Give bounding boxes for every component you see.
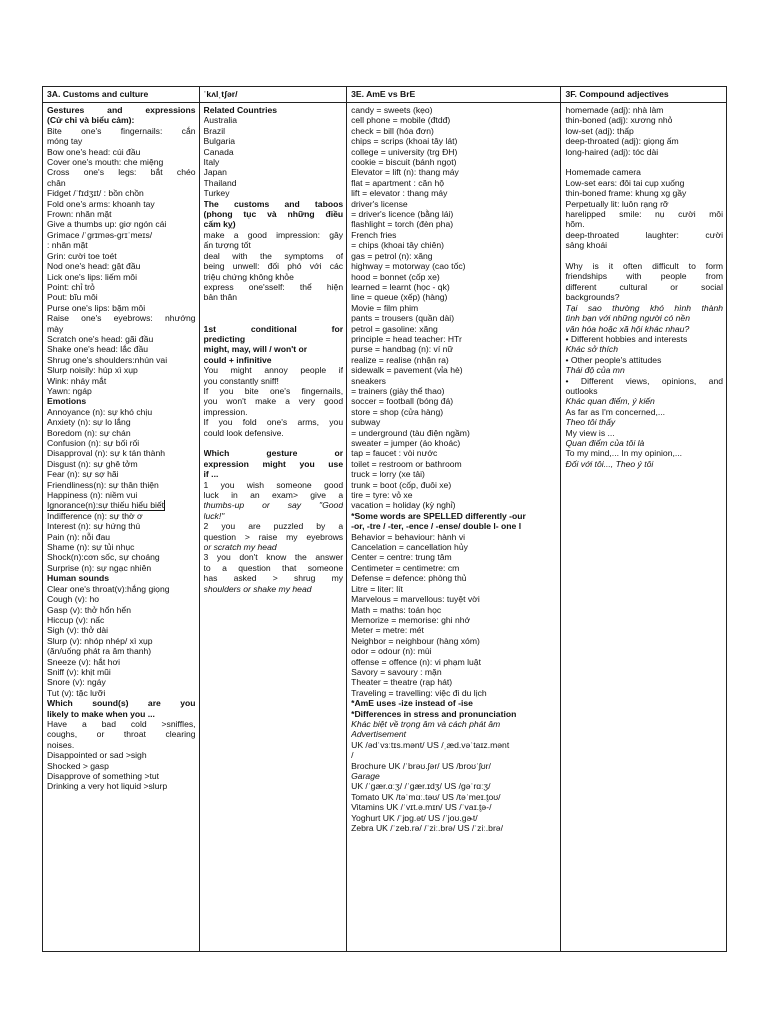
text-line: expression might you use (203, 458, 344, 469)
text-line: toilet = restroom or bathroom (351, 458, 462, 469)
text-line: has asked > shrug my (203, 573, 344, 584)
text-line: *AmE uses -ize instead of -ise (351, 698, 473, 709)
text-line: Shrug one's shoulders:nhún vai (47, 354, 168, 365)
text-line: Shake one's head: lắc đầu (47, 344, 149, 355)
text-line (204, 313, 344, 323)
text-line: Shocked > gasp (47, 760, 109, 771)
text-line: Vitamins UK /ˈvɪt.ə.mɪn/ US /ˈvaɪ.t̬ə-/ (351, 802, 492, 813)
text-line: deal with the symptoms of (203, 250, 344, 261)
text-line: Purse one's lips: bặm môi (47, 302, 146, 313)
text-line: mày (47, 323, 64, 334)
text-line: Behavior = behaviour: hành vi (351, 531, 466, 542)
text-line: Marvelous = marvellous: tuyệt vời (351, 594, 480, 605)
text-line: Australia (203, 115, 237, 126)
text-line: Yawn: ngáp (47, 385, 92, 396)
text-line: lift = elevator : thang máy (351, 188, 448, 199)
text-line: Zebra UK /ˈzeb.rə/ /ˈziː.brə/ US /ˈziː.brə/ (351, 823, 503, 834)
text-line: Yoghurt UK /ˈjɒɡ.ət/ US /ˈjoʊ.ɡɚt/ (351, 812, 478, 823)
text-line: realize = realise (nhận ra) (351, 354, 449, 365)
text-line: outlooks (565, 385, 598, 396)
text-line: candy = sweets (kẹo) (351, 105, 433, 115)
text-line: Theo tôi thấy (565, 417, 616, 428)
text-line: thin-boned frame: khung xg gầy (565, 188, 687, 199)
text-line (204, 438, 344, 448)
text-line: Wink: nháy mắt (47, 375, 107, 386)
text-line: flat = apartment : căn hộ (351, 177, 445, 188)
text-line: triệu chứng không khỏe (203, 271, 294, 282)
text-line: check = bill (hóa đơn) (351, 125, 434, 136)
text-line: Gasp (v): thở hổn hển (47, 604, 131, 615)
text-line: Tomato UK /təˈmɑː.təʊ/ US /təˈmeɪ.t̬oʊ/ (351, 791, 501, 802)
text-line: Cross one's legs: bắt chéo (47, 167, 196, 178)
column-culture-phonetic (200, 87, 348, 951)
text-line: offense = offence (n): vi phạm luật (351, 656, 481, 667)
text-line: Friendliness(n): sự thân thiện (47, 479, 159, 490)
text-line: Sniff (v): khịt mũi (47, 666, 111, 677)
text-line: Gestures and expressions (47, 105, 196, 115)
text-line: cookie = biscuit (bánh ngọt) (351, 157, 457, 168)
text-line: • Different hobbies and interests (565, 333, 688, 344)
text-line: Anxiety (n): sự lo lắng (47, 417, 131, 428)
text-line: Human sounds (47, 573, 110, 584)
text-line: harelipped smile: nụ cười môi (565, 209, 723, 220)
text-line: driver's license (351, 198, 408, 209)
text-line (565, 251, 723, 261)
text-line: Brochure UK /ˈbrəʊ.ʃər/ US /broʊˈʃʊr/ (351, 760, 491, 771)
text-line: backgrounds? (565, 292, 620, 303)
text-line: different cultural or social (565, 281, 723, 292)
text-line: Confusion (n): sự bối rối (47, 438, 140, 448)
text-line: Quan điểm của tôi là (565, 437, 645, 448)
text-line: sidewalk = pavement (vỉa hè) (351, 365, 463, 376)
column-customs-culture (43, 87, 200, 951)
text-line: thin-boned (adj): xương nhỏ (565, 115, 673, 126)
text-line: Khác sở thích (565, 344, 618, 355)
text-line: Homemade camera (565, 167, 641, 178)
text-line: Slurp noisily: húp xì xụp (47, 365, 138, 376)
text-line: Tut (v): tặc lưỡi (47, 687, 106, 698)
text-line: make a good impression: gây (203, 229, 344, 240)
text-line: Which gesture or (203, 448, 344, 459)
text-line: luck!" (203, 510, 225, 521)
text-line: My view is ... (565, 427, 615, 438)
text-line: Grin: cười toe toét (47, 250, 117, 261)
text-line: Boredom (n): sự chán (47, 427, 131, 438)
text-line: Cover one's mouth: che miệng (47, 157, 164, 168)
text-line: flashlight = torch (đèn pha) (351, 219, 454, 230)
text-line: Khác biệt về trọng âm và cách phát âm (351, 718, 501, 729)
text-line (565, 157, 723, 167)
text-line: purse = handbag (n): ví nữ (351, 344, 454, 355)
text-line: express one'sself: thể hiện (203, 281, 344, 292)
text-line: Annoyance (n): sự khó chịu (47, 406, 153, 417)
text-line: Hiccup (v): nấc (47, 614, 105, 625)
text-line: Indifference (n): sự thờ ơ (47, 510, 143, 521)
text-line: bản thân (203, 292, 237, 303)
text-line: móng tay (47, 136, 83, 147)
text-line: = underground (tàu điện ngầm) (351, 427, 470, 438)
text-line: Theater = theatre (rạp hát) (351, 677, 453, 688)
text-line: Garage (351, 771, 380, 781)
text-line: thumbs-up or say "Good (203, 500, 344, 511)
text-line: might, may, will / won't or (203, 344, 308, 355)
text-line: subway (351, 417, 381, 428)
text-line: Perpetually lit: luôn rạng rỡ (565, 198, 669, 209)
text-line: Frown: nhăn mặt (47, 209, 112, 220)
text-line: Have a bad cold >sniffles, (47, 718, 196, 729)
text-line: Which sound(s) are you (47, 698, 196, 709)
text-line: trunk = boot (cốp, đuôi xe) (351, 479, 452, 490)
text-line: Disapprove of something >tut (47, 771, 160, 781)
text-line: Drinking a very hot liquid >slurp (47, 781, 168, 792)
text-line: likely to make when you ... (47, 708, 155, 719)
text-line: cấm kỵ) (203, 219, 236, 230)
text-line: • Other people's attitudes (565, 354, 662, 365)
text-line: college = university (trg ĐH) (351, 146, 458, 157)
text-line: • Different views, opinions, and (565, 375, 723, 386)
text-line: Advertisement (351, 729, 407, 740)
text-line: : nhăn mặt (47, 240, 88, 251)
text-line: Snore (v): ngáy (47, 677, 106, 688)
text-line: Elevator = lift (n): thang máy (351, 167, 459, 178)
text-line: (ăn/uống phát ra âm thanh) (47, 646, 152, 657)
text-line: could look defensive. (203, 427, 284, 438)
text-line: store = shop (cửa hàng) (351, 406, 444, 417)
text-line: if ... (203, 469, 219, 480)
text-line: question > raise my eyebrows (203, 531, 344, 542)
text-line: Memorize = memorise: ghi nhớ (351, 614, 471, 625)
text-line: UK /ədˈvɜːtɪs.mənt/ US /ˌæd.vəˈtaɪz.mənt (351, 739, 510, 750)
text-line: Bite one's fingernails: cắn (47, 125, 196, 136)
text-line: Lick one's lips: liếm môi (47, 271, 137, 282)
column-header: 3E. AmE vs BrE (347, 87, 560, 103)
text-line: hõm. (565, 219, 585, 230)
text-line: Pain (n): nỗi đau (47, 531, 111, 542)
text-line: impression. (203, 406, 248, 417)
text-line: Fear (n): sự sợ hãi (47, 469, 119, 480)
text-line: deep-throated laughter: cười (565, 229, 723, 240)
text-line: Shock(n):cơn sốc, sự choáng (47, 552, 160, 563)
text-line: sweater = jumper (áo khoác) (351, 438, 461, 448)
text-line: Bulgaria (203, 136, 236, 147)
text-line: Thái độ của mn (565, 365, 625, 376)
text-line: To my mind,... In my opinion,... (565, 448, 683, 459)
text-line: Cancelation = cancellation hủy (351, 542, 468, 553)
text-line: Turkey (203, 188, 230, 199)
text-line: Litre = liter: lít (351, 583, 403, 594)
text-line: Happiness (n): niềm vui (47, 490, 138, 501)
text-line: principle = head teacher: HTr (351, 333, 462, 344)
text-line: Give a thumbs up: giơ ngón cái (47, 219, 167, 230)
text-line: Raise one's eyebrows: nhướng (47, 313, 196, 324)
text-line: hood = bonnet (cốp xe) (351, 271, 440, 282)
text-line: 1 you wish someone good (203, 479, 344, 490)
text-line: gas = petrol (n): xăng (351, 250, 433, 261)
column-body (561, 103, 726, 469)
text-line: (phong tục và những điều (203, 209, 344, 220)
text-line: UK /ˈɡær.ɑːʒ/ /ˈɡær.ɪdʒ/ US /ɡəˈrɑːʒ/ (351, 781, 491, 792)
text-line: petrol = gasoline: xăng (351, 323, 438, 334)
text-line: you won't make a very good (203, 396, 344, 407)
text-line: -or, -tre / -ter, -ence / -ense/ double l- one l (351, 521, 522, 532)
text-line: chips = scrips (khoai tây lát) (351, 136, 458, 147)
text-line: homemade (adj): nhà làm (565, 105, 664, 115)
text-line: Savory = savoury : mặn (351, 666, 442, 677)
text-line: *Differences in stress and pronunciation (351, 708, 517, 719)
text-line: low-set (adj): thấp (565, 125, 634, 136)
text-line: being unwell: đối phó với các (203, 261, 344, 272)
boxed-entry (47, 500, 196, 510)
column-body (200, 103, 347, 594)
text-line: Clear one's throat(v):hắng giọng (47, 583, 170, 594)
text-line: tap = faucet : vòi nước (351, 448, 438, 459)
text-line: Center = centre: trung tâm (351, 552, 452, 563)
text-line: Neighbor = neighbour (hàng xóm) (351, 635, 480, 646)
text-line: Cough (v): ho (47, 594, 100, 605)
column-compound-adjectives (561, 87, 726, 951)
text-line: Math = maths: toán học (351, 604, 442, 615)
text-line: line = queue (xếp) (hàng) (351, 292, 448, 303)
text-line: deep-throated (adj): giọng ấm (565, 136, 679, 147)
text-line: Fold one's arms: khoanh tay (47, 198, 155, 209)
text-line: 2 you are puzzled by a (203, 521, 344, 532)
text-line: Centimeter = centimetre: cm (351, 562, 460, 573)
text-line: / (351, 750, 354, 761)
text-line: Traveling = travelling: việc đi du lịch (351, 687, 487, 698)
text-line: = driver's licence (bằng lái) (351, 209, 454, 220)
text-line: learned = learnt (học - qk) (351, 281, 450, 292)
text-line: Defense = defence: phòng thủ (351, 573, 467, 584)
text-line: Low-set ears: đôi tai cụp xuống (565, 177, 685, 188)
text-line (204, 303, 344, 313)
text-line: could + infinitive (203, 354, 272, 365)
column-ame-vs-bre (347, 87, 561, 951)
column-header: 3A. Customs and culture (43, 87, 199, 103)
text-line: Japan (203, 167, 227, 178)
text-line: Khác quan điểm, ý kiến (565, 396, 655, 407)
text-line: Thailand (203, 177, 237, 188)
text-line: Why is it often difficult to form (565, 261, 723, 272)
text-line: Đối với tôi..., Theo ý tôi (565, 458, 654, 469)
text-line: tình bạn với những người có nền (565, 313, 690, 324)
text-line: Disappointed or sad >sigh (47, 750, 147, 761)
text-line: odor = odour (n): mùi (351, 646, 432, 657)
text-line: Surprise (n): sự ngạc nhiên (47, 562, 152, 573)
text-line: Slurp (v): nhóp nhép/ xì xụp (47, 635, 153, 646)
notes-table (42, 86, 727, 952)
text-line: You might annoy people if (203, 365, 344, 376)
text-line: luck in an exam> give a (203, 489, 344, 500)
text-line: If you bite one's fingernails, (203, 385, 344, 396)
text-line: = trainers (giày thể thao) (351, 385, 445, 396)
column-header: ˈkʌlˌtʃər/ (200, 87, 347, 103)
text-line: truck = lorry (xe tải) (351, 469, 425, 480)
text-line: chân (47, 177, 66, 188)
text-line: soccer = football (bóng đá) (351, 396, 454, 407)
text-line: Grimace /ˈɡrɪməs-ɡrɪˈmeɪs/ (47, 229, 153, 240)
text-line: Meter = metre: mét (351, 625, 424, 636)
text-line: The customs and taboos (203, 198, 344, 209)
text-line: ấn tượng tốt (203, 240, 251, 251)
text-line: 1st conditional for (203, 323, 344, 334)
text-line: Interest (n): sự hứng thú (47, 521, 141, 532)
text-line: highway = motorway (cao tốc) (351, 261, 466, 272)
text-line: Shame (n): sự tủi nhục (47, 542, 135, 553)
text-line: Emotions (47, 396, 87, 407)
text-line: tire = tyre: vỏ xe (351, 490, 413, 501)
text-line: *Some words are SPELLED differently -our (351, 510, 526, 521)
text-line: Brazil (203, 125, 226, 136)
highlight-box: Ignorance(n):sự thiếu hiểu biết (47, 500, 165, 511)
text-line: friendships with people from (565, 271, 723, 282)
text-line: Fidget /ˈfɪdʒɪt/ : bồn chồn (47, 188, 144, 199)
text-line: Movie = film phim (351, 302, 419, 313)
text-line: cell phone = mobile (đtdđ) (351, 115, 451, 126)
text-line: French fries (351, 229, 397, 240)
text-line: Scratch one's head: gãi đầu (47, 333, 154, 344)
text-line: Tại sao thường khó hình thành (565, 302, 723, 313)
column-header: 3F. Compound adjectives (561, 87, 726, 103)
text-line: you constantly sniff! (203, 375, 279, 386)
text-line: Related Countries (203, 105, 278, 115)
text-line: Sigh (v): thở dài (47, 625, 109, 636)
column-body (43, 103, 199, 792)
text-line: long-haired (adj): tóc dài (565, 146, 659, 157)
text-line: noises. (47, 739, 75, 750)
text-line: If you fold one's arms, you (203, 417, 344, 428)
text-line: Disapproval (n): sự k tán thành (47, 448, 166, 459)
text-line: Nod one's head: gật đầu (47, 261, 141, 272)
column-body (347, 103, 560, 833)
text-line: 3 you don't know the answer (203, 552, 344, 563)
text-line: sảng khoái (565, 240, 608, 251)
text-line: = chips (khoai tây chiên) (351, 240, 445, 251)
text-line: Bow one's head: cúi đầu (47, 146, 141, 157)
text-line: sneakers (351, 375, 386, 386)
text-line: Sneeze (v): hắt hơi (47, 656, 120, 667)
text-line: (Cử chỉ và biểu cảm): (47, 115, 135, 126)
text-line: Italy (203, 157, 220, 168)
text-line: Pout: bĩu môi (47, 292, 98, 303)
text-line: Canada (203, 146, 234, 157)
text-line: shoulders or shake my head (203, 583, 312, 594)
text-line: to a question that someone (203, 562, 344, 573)
text-line: văn hóa hoặc xã hội khác nhau? (565, 323, 690, 334)
text-line: pants = trousers (quần dài) (351, 313, 455, 324)
text-line: coughs, or throat clearing (47, 729, 196, 740)
text-line: predicting (203, 333, 246, 344)
text-line: vacation = holiday (kỳ nghỉ) (351, 500, 456, 511)
text-line: As far as I'm concerned,... (565, 406, 666, 417)
text-line: or scratch my head (203, 542, 277, 553)
text-line: Disgust (n): sự ghê tởm (47, 458, 138, 469)
text-line: Point: chỉ trỏ (47, 281, 95, 292)
